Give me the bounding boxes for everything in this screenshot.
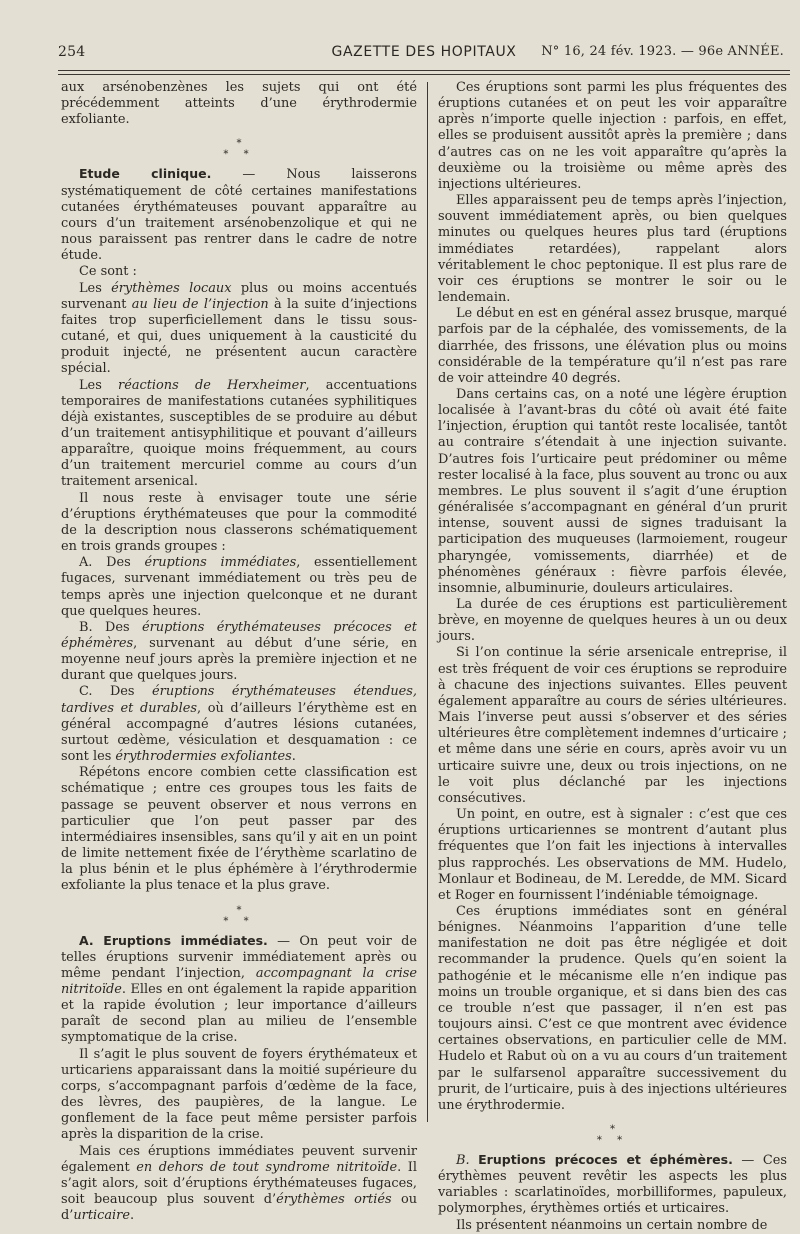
header-rule-thin bbox=[58, 74, 790, 75]
paragraph: Un point, en outre, est à signaler : c’est que ces éruptions urticariennes se montrent d’autant plus fréquentes que l’on fait les injections à intervalles plus rapprochés. Les observations de MM. Hudelo, Monlaur et Bodineau, de M. Leredde, de MM. Sicard et Roger en fournissent l’indéniable témoignage. bbox=[438, 807, 787, 903]
italic-text: réactions de Herxheimer bbox=[118, 377, 306, 393]
italic-text: éruptions érythémateuses précoces et éphémères bbox=[61, 619, 417, 651]
paragraph bbox=[61, 1144, 417, 1225]
star-top: * bbox=[236, 904, 242, 916]
text: . Elles en ont également la rapide apparition et la rapide évolution ; leur importance d’ailleurs paraît de second plan au milieu de l’ensemble symptomatique de la crise. bbox=[61, 981, 417, 1046]
text: A. Des bbox=[79, 555, 145, 571]
column-separator bbox=[427, 82, 428, 1122]
star-top: * bbox=[236, 138, 242, 150]
paragraph: Il s’agit le plus souvent de foyers érythémateux et urticariens apparaissant dans la moitié supérieure du corps, s’accompagnant parfois d’œdème de la face, des lèvres, des paupières, de la langue. Le gonflement de la face peut même persister parfois après la disparition de la crise. bbox=[61, 1046, 417, 1143]
section-stars bbox=[61, 138, 417, 160]
italic-text: en dehors de tout syndrome nitritoïde bbox=[136, 1159, 398, 1175]
text: , essentiellement fugaces, survenant immédiatement ou très peu de temps après une injection quelconque et ne durant que quelques heures. bbox=[61, 555, 417, 619]
text: Les bbox=[79, 377, 119, 393]
right-column bbox=[438, 80, 787, 1233]
paragraph: Si l’on continue la série arsenicale entreprise, il est très fréquent de voir ces éruptions se reproduire à chacune des injections suivantes. Elles peuvent également apparaître au cours de séries ultérieures. Mais l’inverse peut aussi s’observer et des séries ultérieures être complètement indemnes d’urticaire ; et même dans une série en cours, après avoir vu un urticaire suivre une, deux ou trois injections, on ne le voit plus déclanché par les injections consécutives. bbox=[438, 645, 787, 806]
header-rule-thick bbox=[58, 70, 790, 71]
star-top: * bbox=[610, 1124, 615, 1135]
paragraph: Dans certains cas, on a noté une légère éruption localisée à l’avant-bras du côté où avait été faite l’injection, éruption qui tantôt reste localisée, tantôt au contraire s’étendait à une injection suivante. D’autres fois l’urticaire peut prédominer ou même rester localisé à la face, plus souvent au tronc ou aux membres. Le plus souvent il s’agit d’une éruption généralisée s’accompagnant en général d’un prurit intense, souvent aussi de signes traduisant la participation des muqueuses (larmoiement, rougeur pharyngée, vomissements, diarrhée) et de phénomènes généraux : fièvre parfois élevée, insomnie, albuminurie, douleurs articulaires. bbox=[438, 386, 787, 596]
paragraph: Elles apparaissent peu de temps après l’injection, souvent immédiatement après, ou bien quelques minutes ou quelques heures plus tard (éruptions immédiates retardées), rappelant alors véritablement le choc peptonique. Il est plus rare de voir ces éruptions se montrer le soir ou le lendemain. bbox=[438, 193, 787, 306]
page-number: 254 bbox=[58, 44, 86, 60]
section-heading: Etude clinique. bbox=[79, 166, 212, 182]
running-header bbox=[58, 40, 790, 68]
text: plus ou moins accentués survenant bbox=[61, 280, 417, 312]
star-bottom: * * bbox=[223, 915, 255, 927]
paragraph: Ce sont : bbox=[79, 264, 137, 280]
italic-text: urticaire bbox=[73, 1208, 130, 1224]
paragraph: Il nous reste à envisager toute une série d’éruptions érythémateuses que pour la commodité de la description nous classerons schématiquement en trois grands groupes : bbox=[61, 490, 417, 555]
text: . bbox=[129, 1208, 135, 1224]
italic-text: érythèmes ortiés bbox=[276, 1192, 392, 1207]
paragraph bbox=[61, 281, 417, 378]
paragraph bbox=[61, 933, 417, 1047]
text: . Il s’agit alors, soit d’éruptions érythémateuses fugaces, soit beaucoup plus souvent d’ bbox=[61, 1159, 417, 1207]
paragraph: Ces éruptions sont parmi les plus fréquentes des éruptions cutanées et on peut les voir apparaître après n’importe quelle injection : parfois, en effet, elles se produisent aussitôt après la première ; dans d’autres cas on ne les voit apparaître qu’après la deuxième ou la troisième ou même après des injections ultérieures. bbox=[438, 80, 787, 192]
italic-text: éruptions immédiates bbox=[144, 555, 297, 571]
text: C. Des bbox=[79, 684, 153, 700]
text: — Nous laisserons systématiquement de côté certaines manifestations cutanées érythémateuses pouvant apparaître au cours d’un traitement arsénobenzolique et qui ne nous paraissent pas rentrer dans le cadre de notre étude. bbox=[61, 167, 417, 264]
italic-text: B. bbox=[456, 1153, 479, 1168]
paragraph bbox=[61, 378, 417, 491]
text: ou d’ bbox=[61, 1192, 418, 1224]
italic-text: éruptions érythémateuses étendues, tardives et durables bbox=[61, 684, 417, 716]
section-heading: A. Eruptions immédiates. bbox=[79, 932, 268, 948]
paragraph bbox=[61, 684, 417, 765]
paragraph: Ils présentent néanmoins un certain nombre de bbox=[456, 1217, 768, 1233]
text: Mais ces éruptions immédiates peuvent survenir également bbox=[61, 1143, 417, 1175]
text: — Ces érythèmes peuvent revêtir les aspects les plus variables : scarlatinoïdes, morbilliformes, papuleux, polymorphes, érythèmes ortiés et urticaires. bbox=[438, 1153, 787, 1217]
paragraph: aux arsénobenzènes les sujets qui ont été précédemment atteints d’une érythrodermie exfoliante. bbox=[61, 80, 417, 128]
italic-text: au lieu de l’injection bbox=[131, 296, 269, 312]
journal-title: GAZETTE DES HOPITAUX bbox=[331, 44, 517, 60]
text: , survenant au début d’une série, en moyenne neuf jours après la première injection et ne durant que quelques jours. bbox=[61, 636, 417, 684]
left-column bbox=[61, 80, 418, 1224]
issue-info: N° 16, 24 fév. 1923. — 96e ANNÉE. bbox=[541, 44, 784, 59]
paragraph: Ces éruptions immédiates sont en général bénignes. Néanmoins l’apparition d’une telle manifestation ne doit pas être négligée et doit recommander la prudence. Quels qu’en soient la pathogénie et le mécanisme elle n’en indique pas moins un trouble organique, et si dans bien des cas ce trouble n’est que passager, il n’en est pas toujours ainsi. C’est ce que montrent avec évidence certaines observations, en particulier celle de MM. Hudelo et Rabut où on a vu au cours d’un traitement par le sulfarsenol apparaître successivement du prurit, de l’urticaire, puis à des injections ultérieures une érythrodermie. bbox=[438, 903, 787, 1113]
star-bottom: * * bbox=[223, 149, 255, 161]
italic-text: érythrodermies exfoliantes bbox=[115, 749, 292, 765]
text: B. Des bbox=[79, 619, 143, 635]
paragraph: Répétons encore combien cette classification est schématique ; entre ces groupes tous les faits de passage se peuvent observer et nous verrons en particulier que l’on peut passer par des intermédiaires insensibles, sans qu’il y ait en un point de limite nettement fixée de l’érythème scarlatino de la plus bénin et le plus éphémère à l’érythrodermie exfoliante la plus tenace et la plus grave. bbox=[61, 765, 417, 894]
text: — On peut voir de telles éruptions survenir immédiatement après ou même pendant l’injection, bbox=[61, 933, 417, 981]
paragraph: La durée de ces éruptions est particulièrement brève, en moyenne de quelques heures à un ou deux jours. bbox=[438, 597, 787, 645]
paragraph bbox=[61, 620, 417, 685]
text: . bbox=[291, 749, 296, 765]
section-heading: Eruptions précoces et éphémères. bbox=[478, 1152, 733, 1167]
text: , où d’ailleurs l’érythème est en général accompagné d’autres lésions cutanées, surtout œdème, vésiculation et desquamation : ce sont les bbox=[61, 700, 418, 765]
paragraph bbox=[61, 555, 417, 620]
paragraph bbox=[61, 166, 417, 264]
text: à la suite d’injections faites trop superficiellement dans le tissu sous-cutané, et qui, dues uniquement à la causticité du produit injecté, ne présentent aucun caractère spécial. bbox=[61, 296, 417, 377]
section-stars bbox=[61, 905, 417, 927]
text: , accentuations temporaires de manifestations cutanées syphilitiques déjà existantes, susceptibles de se produire au début d’un traitement antisyphilitique et pouvant d’ailleurs apparaître, quoique moins fréquemment, au cours d’un traitement mercuriel comme au cours d’un traitement arsenical. bbox=[61, 377, 417, 490]
italic-text: érythèmes locaux bbox=[111, 280, 232, 296]
italic-text: accompagnant la crise nitritoïde bbox=[61, 965, 417, 997]
paragraph: Le début en est en général assez brusque, marqué parfois par de la céphalée, des vomissements, de la diarrhée, des frissons, une élévation plus ou moins considérable de la température qu’il n’est pas rare de voir atteindre 40 degrés. bbox=[438, 306, 787, 386]
text: Les bbox=[79, 280, 112, 296]
star-bottom: * * bbox=[596, 1135, 629, 1146]
paragraph bbox=[438, 1152, 787, 1218]
section-stars bbox=[438, 1124, 787, 1146]
